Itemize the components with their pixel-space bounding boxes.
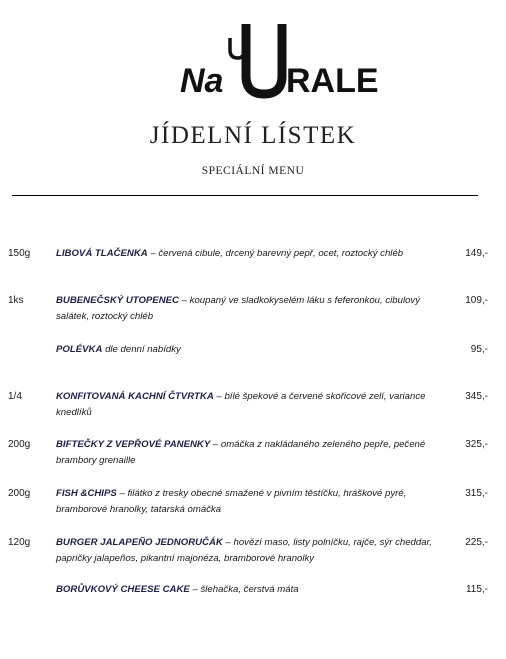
menu-item-separator: –: [189, 584, 201, 595]
menu-item-details: dle denní nabídky: [105, 344, 181, 355]
menu-item-quantity: 150g: [8, 248, 31, 259]
menu-item-description: [56, 293, 448, 325]
menu-item-details: filátko z tresky obecné smažené v pivním těstíčku, hráškové pyré, bramborové hranolky, tatarská omáčka: [56, 488, 407, 515]
menu-item-price: 149,-: [465, 248, 488, 259]
menu-item-separator: –: [222, 537, 234, 548]
header-divider: [12, 195, 478, 196]
menu-item-description: [56, 437, 448, 469]
menu-item-price: 315,-: [465, 488, 488, 499]
menu-item-quantity: 1ks: [8, 295, 24, 306]
menu-item-separator: –: [116, 488, 128, 499]
menu-item-quantity: 1/4: [8, 391, 22, 402]
menu-item-name: BUBENEČSKÝ UTOPENEC: [56, 295, 179, 306]
menu-item-price: 325,-: [465, 439, 488, 450]
menu-item-separator: –: [178, 295, 190, 306]
page-title: JÍDELNÍ LÍSTEK: [149, 122, 357, 149]
menu-item-name: LIBOVÁ TLAČENKA: [56, 248, 148, 259]
menu-item-details: hovězí maso, listy polníčku, rajče, sýr cheddar, papričky jalapeños, pikantní majonéza, bramborové hranolky: [56, 537, 432, 564]
restaurant-logo: [178, 16, 379, 106]
menu-item-quantity: 200g: [8, 439, 31, 450]
menu-item-details: omáčka z nakládaného zeleného pepře, pečené brambory grenaille: [56, 439, 426, 466]
menu-item-details: bílé špekové a červené skořicové zelí, variance knedlíků: [56, 391, 426, 418]
menu-item-quantity: 200g: [8, 488, 31, 499]
logo-text-left: Na: [180, 62, 224, 100]
menu-item-separator: –: [213, 391, 225, 402]
menu-item-name: BIFTEČKY Z VEPŘOVÉ PANENKY: [56, 439, 211, 450]
menu-item-quantity: 120g: [8, 537, 31, 548]
menu-item-price: 115,-: [465, 584, 488, 595]
logo-graphic: [178, 16, 379, 106]
menu-item-name: KONFITOVANÁ KACHNÍ ČTVRTKA: [56, 391, 214, 402]
menu-item-description: [56, 246, 448, 262]
menu-item-name: FISH &CHIPS: [56, 488, 117, 499]
menu-item-separator: –: [210, 439, 221, 450]
menu-item-name: POLÉVKA: [56, 344, 103, 355]
menu-item-description: [56, 582, 448, 598]
menu-item-description: [56, 342, 448, 358]
page-subtitle: SPECIÁLNÍ MENU: [201, 165, 305, 177]
menu-item-price: 345,-: [465, 391, 488, 402]
menu-item-name: BURGER JALAPEÑO JEDNORUČÁK: [56, 537, 223, 548]
menu-item-description: [56, 535, 448, 567]
menu-item-details: šlehačka, čerstvá máta: [200, 584, 299, 595]
menu-item-description: [56, 389, 448, 421]
menu-item-price: 225,-: [465, 537, 488, 548]
logo-text-right: RALE: [286, 62, 379, 100]
menu-item-details: červená cibule, drcený barevný pepř, ocet, roztocký chléb: [158, 248, 404, 259]
menu-item-description: [56, 486, 448, 518]
menu-item-name: BORŮVKOVÝ CHEESE CAKE: [56, 584, 190, 595]
menu-item-details: koupaný ve sladkokyselém láku s feferonkou, cibulový salátek, roztocký chléb: [56, 295, 421, 322]
menu-item-separator: –: [147, 248, 159, 259]
menu-item-price: 95,-: [470, 344, 488, 355]
menu-item-price: 109,-: [465, 295, 488, 306]
